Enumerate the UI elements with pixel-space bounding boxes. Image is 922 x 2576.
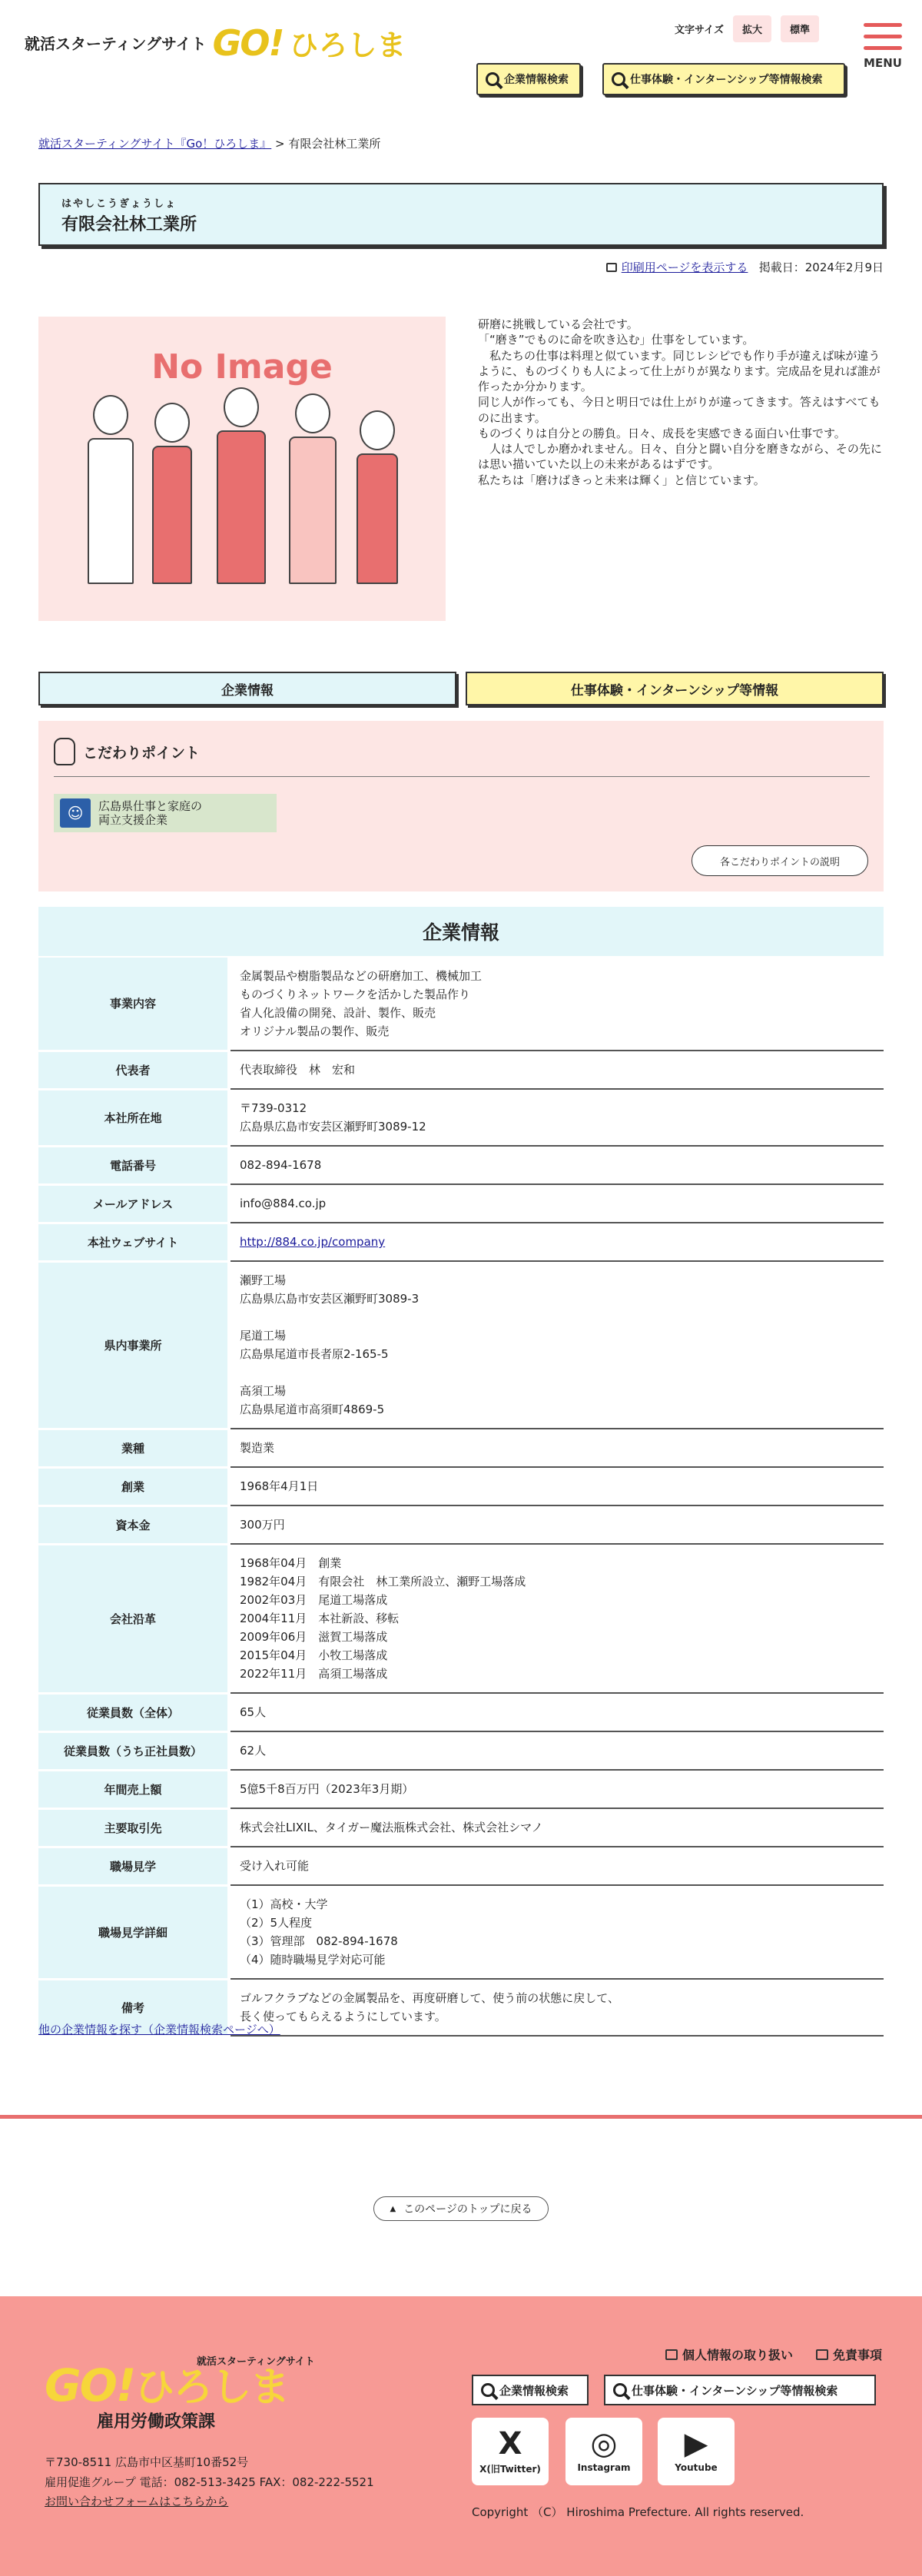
breadcrumb xyxy=(38,135,380,151)
info-row xyxy=(38,958,884,1051)
sns-instagram-label: Instagram xyxy=(577,2462,631,2473)
info-row xyxy=(38,1089,884,1146)
footer-address-block xyxy=(45,2453,374,2512)
thumbs-up-icon xyxy=(816,2349,828,2360)
tab-company-info[interactable]: 企業情報 xyxy=(38,672,456,705)
disclaimer-label: 免責事項 xyxy=(832,2348,882,2362)
info-row-label: 職場見学 xyxy=(38,1847,229,1885)
info-row-label: 電話番号 xyxy=(38,1146,229,1184)
hamburger-icon xyxy=(864,23,902,27)
kodawari-title: こだわりポイント xyxy=(83,744,201,762)
info-row-label: メールアドレス xyxy=(38,1184,229,1223)
info-row-value: 受け入れ可能 xyxy=(229,1847,884,1885)
info-row-value: info@884.co.jp xyxy=(229,1184,884,1223)
info-row-label: 従業員数（うち正社員数） xyxy=(38,1731,229,1770)
sns-instagram-button[interactable] xyxy=(565,2418,642,2485)
company-info-table xyxy=(38,958,884,2037)
search-icon xyxy=(612,72,625,86)
footer-logo-go: GO! xyxy=(45,2359,135,2412)
search-icon xyxy=(486,72,499,86)
menu-button[interactable] xyxy=(862,23,904,70)
sns-youtube-label: Youtube xyxy=(675,2462,718,2473)
footer-links xyxy=(665,2345,882,2363)
info-row-value: 〒739-0312 広島県広島市安芸区瀬野町3089-12 xyxy=(229,1089,884,1146)
info-row-label: 従業員数（全体） xyxy=(38,1693,229,1731)
font-size-label: 文字サイズ xyxy=(675,25,724,36)
info-row-label: 業種 xyxy=(38,1429,229,1467)
info-row-label: 県内事業所 xyxy=(38,1261,229,1429)
breadcrumb-home-link[interactable]: 就活スターティングサイト『Go！ひろしま』 xyxy=(38,137,272,151)
footer-company-search-button[interactable] xyxy=(472,2375,589,2405)
instagram-icon: ◎ xyxy=(590,2426,618,2461)
info-row xyxy=(38,1184,884,1223)
divider-line xyxy=(0,2115,922,2119)
illustration-person xyxy=(357,410,398,584)
info-row-value: 65人 xyxy=(229,1693,884,1731)
kodawari-explain-button[interactable]: 各こだわりポイントの説明 xyxy=(692,845,868,876)
info-row-label: 本社所在地 xyxy=(38,1089,229,1146)
no-image-placeholder xyxy=(38,317,446,621)
work-family-support-badge xyxy=(54,794,277,832)
print-row xyxy=(592,259,884,275)
info-row-value: 300万円 xyxy=(229,1505,884,1544)
kodawari-header xyxy=(54,738,870,777)
footer-contact-form-link[interactable]: お問い合わせフォームはこちらから xyxy=(45,2495,229,2508)
other-company-search-link[interactable]: 他の企業情報を探す（企業情報検索ページへ） xyxy=(38,2023,280,2037)
illustration-person xyxy=(217,387,266,584)
footer-site-name-small: 就活スターティングサイト xyxy=(197,2356,315,2368)
info-row xyxy=(38,1847,884,1885)
info-row-value: 株式会社LIXIL、タイガー魔法瓶株式会社、株式会社シマノ xyxy=(229,1808,884,1847)
info-row xyxy=(38,1885,884,1979)
page-top-button[interactable] xyxy=(373,2196,549,2221)
sns-x-label: X(旧Twitter) xyxy=(479,2464,541,2475)
font-size-controls xyxy=(675,15,819,42)
page-title: 有限会社林工業所 xyxy=(61,215,197,234)
info-row xyxy=(38,1731,884,1770)
footer-internship-search-button[interactable] xyxy=(604,2375,876,2405)
info-row xyxy=(38,1505,884,1544)
family-support-icon: ☺ xyxy=(60,798,91,828)
info-row-value: 金属製品や樹脂製品などの研磨加工、機械加工 ものづくりネットワークを活かした製品作り 省人化設備の開発、設計、製作、販売 オリジナル製品の製作、販売 xyxy=(229,958,884,1051)
info-row-label: 資本金 xyxy=(38,1505,229,1544)
chevron-up-icon: ▲ xyxy=(390,2204,396,2213)
logo-go: GO! xyxy=(212,22,284,64)
info-row xyxy=(38,1693,884,1731)
info-row xyxy=(38,1770,884,1808)
info-row-label: 年間売上額 xyxy=(38,1770,229,1808)
disclaimer-link[interactable] xyxy=(816,2345,882,2363)
sns-x-button[interactable] xyxy=(472,2418,549,2485)
illustration-person xyxy=(152,403,192,584)
site-name-small: 就活スターティングサイト xyxy=(25,35,207,53)
company-website-link[interactable]: http://884.co.jp/company xyxy=(240,1235,386,1249)
intro-text: 研磨に挑戦している会社です。 「“磨き”でものに命を吹き込む」仕事をしています。 私たちの仕事は料理と似ています。同じレシピでも作り手が違えば味が違うように、ものづくりも人によって仕上がりが異なります。完成品を見れば誰が作ったか分かります。 同じ人が作っても、今日と明日では仕上がりが違ってきます。答えはすべてものに出ます。 ものづくりは自分との勝負。日々、成長を実感できる面白い仕事です。 人は人でしか磨かれません。日々、自分と闘い自分を磨きながら、その先には思い描いていた以上の未来があるはずです。 私たちは「磨けばきっと未来は輝く」と信じています。 xyxy=(478,317,882,487)
page-top-label: このページのトップに戻る xyxy=(403,2203,532,2216)
info-row xyxy=(38,1467,884,1505)
site-header xyxy=(0,0,922,115)
x-icon: X xyxy=(498,2426,522,2461)
illustration-person xyxy=(88,395,134,584)
info-row-label: 職場見学詳細 xyxy=(38,1885,229,1979)
menu-label: MENU xyxy=(864,56,902,70)
search-icon xyxy=(481,2383,495,2397)
info-row-value: 5億5千8百万円（2023年3月期） xyxy=(229,1770,884,1808)
info-row-value: 1968年04月 創業 1982年04月 有限会社 林工業所設立、瀬野工場落成 2002年03月 尾道工場落成 2004年11月 本社新設、移転 2009年06月 滋賀工場落成 2015年04月 小牧工場落成 2022年11月 高須工場落成 xyxy=(229,1544,884,1693)
info-row-value: 62人 xyxy=(229,1731,884,1770)
sns-youtube-button[interactable] xyxy=(658,2418,735,2485)
info-row-value: 製造業 xyxy=(229,1429,884,1467)
footer-internship-search-label: 仕事体験・インターンシップ等情報検索 xyxy=(632,2383,838,2398)
company-info-heading: 企業情報 xyxy=(38,907,884,956)
internship-search-label: 仕事体験・インターンシップ等情報検索 xyxy=(630,74,823,86)
footer-address: 〒730-8511 広島市中区基町10番52号 xyxy=(45,2455,249,2469)
youtube-icon: ▶ xyxy=(684,2426,708,2461)
info-row-value: 082-894-1678 xyxy=(229,1146,884,1184)
copyright: Copyright （C） Hiroshima Prefecture. All rights reserved. xyxy=(472,2505,804,2519)
tab-internship-info[interactable]: 仕事体験・インターンシップ等情報 xyxy=(466,672,884,705)
thumbs-up-icon xyxy=(665,2349,678,2360)
breadcrumb-separator: > xyxy=(275,137,285,151)
footer-contact: 雇用促進グループ 電話：082-513-3425 FAX：082-222-5521 xyxy=(45,2475,374,2489)
info-row-value xyxy=(229,1223,884,1261)
info-row xyxy=(38,1544,884,1693)
company-search-button[interactable] xyxy=(476,63,581,95)
title-ruby: はやしこうぎょうしょ xyxy=(61,198,177,210)
info-row xyxy=(38,1808,884,1847)
site-footer xyxy=(0,2296,922,2576)
info-row xyxy=(38,1051,884,1089)
info-row-label: 備考 xyxy=(38,1979,229,2036)
info-row-label: 会社沿革 xyxy=(38,1544,229,1693)
info-row-value: ゴルフクラブなどの金属製品を、再度研磨して、使う前の状態に戻して、 長く使ってもらえるようにしています。 xyxy=(229,1979,884,2036)
illustration-person xyxy=(289,393,337,584)
pointing-hand-icon xyxy=(54,738,75,765)
search-icon xyxy=(613,2383,627,2397)
info-row xyxy=(38,1429,884,1467)
hamburger-bar xyxy=(864,46,902,50)
kodawari-section xyxy=(38,721,884,891)
info-row-label: 事業内容 xyxy=(38,958,229,1051)
footer-department: 雇用労働政策課 xyxy=(97,2412,216,2432)
info-row xyxy=(38,1261,884,1429)
breadcrumb-current: 有限会社林工業所 xyxy=(288,137,381,151)
internship-search-button[interactable] xyxy=(602,63,845,95)
font-size-large-button[interactable]: 拡大 xyxy=(733,15,771,42)
footer-logo[interactable] xyxy=(45,2355,288,2412)
company-search-label: 企業情報検索 xyxy=(504,74,569,86)
font-size-normal-button[interactable]: 標準 xyxy=(781,15,819,42)
badge-label: 広島県仕事と家庭の 両立支援企業 xyxy=(98,799,203,827)
footer-company-search-label: 企業情報検索 xyxy=(499,2383,569,2398)
info-row-value: 瀬野工場 広島県広島市安芸区瀬野町3089-3 尾道工場 広島県尾道市長者原2-165-5 高須工場 広島県尾道市高須町4869-5 xyxy=(229,1261,884,1429)
info-row-value: （1）高校・大学 （2）5人程度 （3）管理部 082-894-1678 （4）随時職場見学対応可能 xyxy=(229,1885,884,1979)
page-title-box xyxy=(38,183,884,246)
info-row-label: 代表者 xyxy=(38,1051,229,1089)
info-row xyxy=(38,1223,884,1261)
info-row-value: 代表取締役 林 宏和 xyxy=(229,1051,884,1089)
site-logo[interactable] xyxy=(25,22,406,64)
privacy-link[interactable] xyxy=(665,2345,793,2363)
info-row-label: 創業 xyxy=(38,1467,229,1505)
logo-hiroshima: ひろしま xyxy=(289,28,406,62)
info-row-label: 本社ウェブサイト xyxy=(38,1223,229,1261)
hamburger-bar xyxy=(864,35,902,38)
info-row-label: 主要取引先 xyxy=(38,1808,229,1847)
footer-logo-hiroshima: ひろしま xyxy=(134,2365,289,2411)
no-image-text: No Image xyxy=(151,347,333,387)
published-date: 掲載日：2024年2月9日 xyxy=(758,261,884,274)
info-row-value: 1968年4月1日 xyxy=(229,1467,884,1505)
info-row xyxy=(38,1146,884,1184)
privacy-label: 個人情報の取り扱い xyxy=(682,2348,793,2362)
printer-icon xyxy=(606,263,617,272)
print-page-link[interactable]: 印刷用ページを表示する xyxy=(621,261,748,274)
